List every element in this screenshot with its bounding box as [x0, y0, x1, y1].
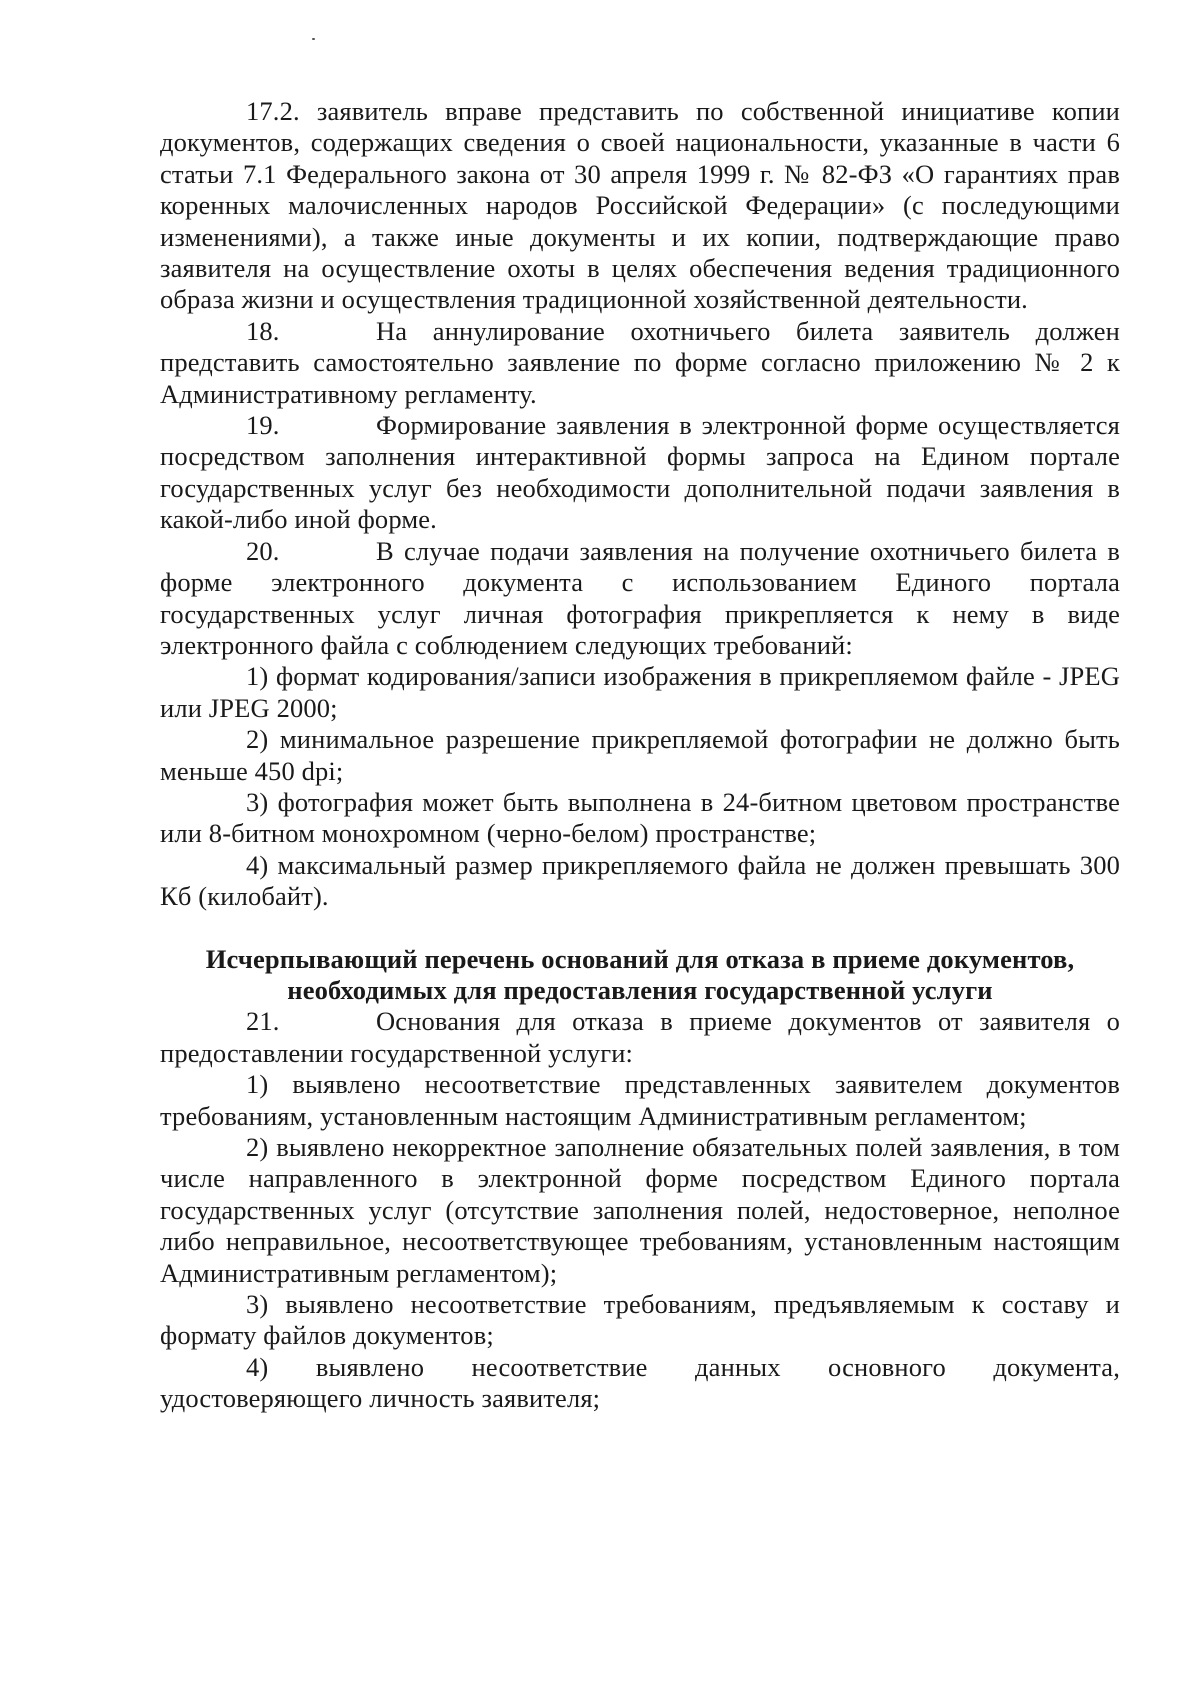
section-gap	[160, 913, 1120, 944]
list-item: 3) выявлено несоответствие требованиям, предъявляемым к составу и формату файлов документов;	[160, 1289, 1120, 1351]
paragraph-text: Основания для отказа в приеме документов от заявителя о предоставлении государственной услуги:	[160, 1006, 1120, 1068]
paragraph-number: 21.	[246, 1006, 280, 1037]
paragraph-19	[160, 410, 1120, 536]
list-item: 1) формат кодирования/записи изображения в прикрепляемом файле - JPEG или JPEG 2000;	[160, 661, 1120, 723]
paragraph-text: На аннулирование охотничьего билета заявитель должен представить самостоятельно заявление по форме согласно приложению № 2 к Административному регламенту.	[160, 315, 1120, 409]
list-item: 2) выявлено некорректное заполнение обязательных полей заявления, в том числе направленного в электронной форме посредством Единого портала государственных услуг (отсутствие заполнения полей, недостоверное, неполное либо неправильное, несоответствующее требованиям, установленным настоящим Административным регламентом);	[160, 1132, 1120, 1288]
paragraph-21	[160, 1006, 1120, 1069]
paragraph-number: 18.	[246, 315, 280, 346]
list-item: 4) максимальный размер прикрепляемого файла не должен превышать 300 Кб (килобайт).	[160, 849, 1120, 912]
paragraph-text: Формирование заявления в электронной форме осуществляется посредством заполнения интерактивной формы запроса на Едином портале государственных услуг без необходимости дополнительной подачи заявления в какой-либо иной форме.	[160, 410, 1120, 535]
paragraph-number: 20.	[246, 535, 280, 566]
list-item: 2) минимальное разрешение прикрепляемой фотографии не должно быть меньше 450 dpi;	[160, 724, 1120, 786]
list-item: 4) выявлено несоответствие данных основного документа, удостоверяющего личность заявителя;	[160, 1351, 1120, 1414]
list-item: 3) фотография может быть выполнена в 24-битном цветовом пространстве или 8-битном монохромном (черно-белом) пространстве;	[160, 786, 1120, 849]
paragraph-17-2: 17.2. заявитель вправе представить по собственной инициативе копии документов, содержащих сведения о своей национальности, указанные в части 6 статьи 7.1 Федерального закона от 30 апреля 1999 г. № 82-ФЗ «О гарантиях прав коренных малочисленных народов Российской Федерации» (с последующими изменениями), а также иные документы и их копии, подтверждающие право заявителя на осуществление охоты в целях обеспечения ведения традиционного образа жизни и осуществления традиционной хозяйственной деятельности.	[160, 96, 1120, 315]
document-body	[160, 96, 1120, 1415]
paragraph-text: В случае подачи заявления на получение охотничьего билета в форме электронного документа с использованием Единого портала государственных услуг личная фотография прикрепляется к нему в виде электронного файла с соблюдением следующих требований:	[160, 535, 1120, 660]
paragraph-18	[160, 316, 1120, 410]
paragraph-20	[160, 536, 1120, 662]
scan-speck	[312, 38, 315, 40]
section-heading: Исчерпывающий перечень оснований для отказа в приеме документов, необходимых для предоставления государственной услуги	[205, 943, 1075, 1005]
list-item: 1) выявлено несоответствие представленных заявителем документов требованиям, установленным настоящим Административным регламентом;	[160, 1069, 1120, 1131]
paragraph-number: 19.	[246, 410, 280, 441]
